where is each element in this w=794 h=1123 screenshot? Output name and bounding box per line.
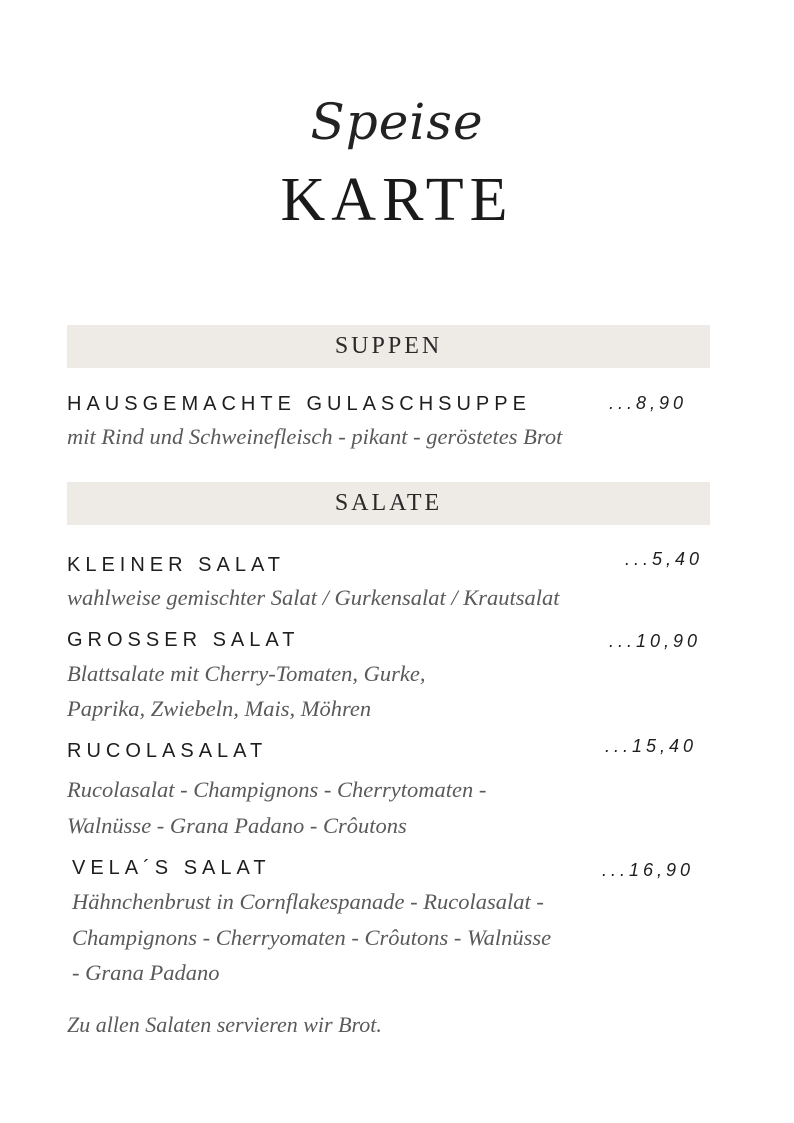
item-description: - Grana Padano (72, 960, 220, 985)
item-description: wahlweise gemischter Salat / Gurkensalat / Krautsalat (67, 585, 560, 610)
item-price: ...5,40 (625, 549, 704, 569)
item-price: ...15,40 (605, 736, 698, 756)
item-price: ...8,90 (609, 393, 688, 413)
script-title: Speise (310, 93, 484, 151)
item-price: ...10,90 (609, 631, 702, 651)
page-title: KARTE (280, 166, 514, 234)
item-description: Walnüsse - Grana Padano - Crôutons (67, 813, 407, 838)
item-price: ...16,90 (602, 860, 695, 880)
footer-note: Zu allen Salaten servieren wir Brot. (67, 1012, 382, 1037)
item-description: Blattsalate mit Cherry-Tomaten, Gurke, (67, 661, 426, 686)
section-header-suppen: SUPPEN (67, 325, 710, 368)
item-name: HAUSGEMACHTE GULASCHSUPPE (67, 393, 531, 415)
item-name: KLEINER SALAT (67, 554, 286, 576)
item-name: RUCOLASALAT (67, 740, 268, 762)
item-name: GROSSER SALAT (67, 629, 300, 651)
item-description: Hähnchenbrust in Cornflakespanade - Rucolasalat - (72, 889, 544, 914)
item-name: VELA´S SALAT (72, 857, 271, 879)
item-description: Paprika, Zwiebeln, Mais, Möhren (67, 696, 372, 721)
item-description: mit Rind und Schweinefleisch - pikant - geröstetes Brot (67, 424, 563, 449)
section-header-salate: SALATE (67, 482, 710, 525)
item-description: Rucolasalat - Champignons - Cherrytomaten - (67, 777, 487, 802)
item-description: Champignons - Cherryomaten - Crôutons - Walnüsse (72, 925, 552, 950)
